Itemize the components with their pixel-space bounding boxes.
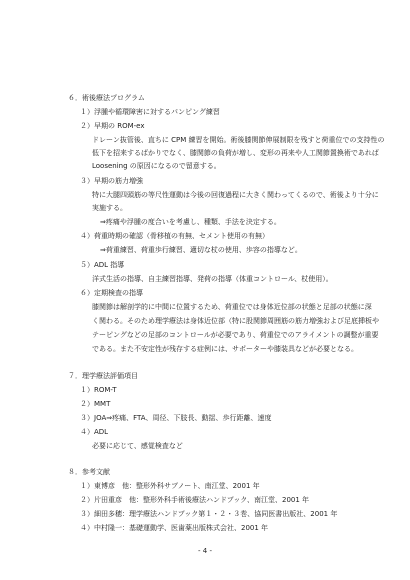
section-8-heading: ８．参考文献: [68, 468, 110, 476]
body-line: 実施する。: [92, 204, 127, 212]
body-line: ドレーン抜管後、直ちに CPM 練習を開始。術後膝関節伸展制限を残すと荷重位での支持性の: [92, 136, 385, 144]
body-line: ⇒疼痛や浮腫の度合いを考慮し、種類、手法を決定する。: [100, 218, 281, 226]
body-line: ⇒荷重練習、荷重歩行練習、適切な杖の使用、歩容の指導など。: [100, 246, 302, 254]
reference-item-3: ３）細田多穂：理学療法ハンドブック第１・２・３巻、協同医書出版社、2001 年: [80, 510, 338, 518]
section-7-item-2: ２）MMT: [80, 400, 111, 408]
section-6-item-2: ２）早期の ROM-ex: [80, 122, 145, 130]
page-number: - 4 -: [198, 547, 212, 555]
section-7-item-3: ３）JOA⇒疼痛、FTA、周径、下肢長、動揺、歩行距離、速度: [80, 414, 272, 422]
section-6-item-3: ３）早期の筋力増強: [80, 177, 143, 185]
section-6-item-1: １）浮腫や循環障害に対するパンピング練習: [80, 108, 220, 116]
reference-item-4: ４）中村隆一：基礎運動学、医歯薬出版株式会社、2001 年: [80, 524, 269, 532]
section-6-heading: ６．術後療法プログラム: [68, 94, 145, 102]
section-6-item-4: ４）荷重時期の確認（骨移植の有無、セメント使用の有無）: [80, 232, 269, 240]
body-line: く関わる。そのため理学療法は身体近位部（特に股関節周囲筋の筋力増強および足底挿板や: [92, 317, 379, 325]
body-line: 洋式生活の指導、自主練習指導、発荷の指導（体重コントロール、杖使用）。: [92, 275, 333, 283]
body-line: テーピングなどの足部のコントロールが必要であり、荷重位でのアライメントの調整が重要: [92, 331, 379, 339]
body-line: 膝関節は解剖学的に中間に位置するため、荷重位では身体近位部の状態と足部の状態に深: [92, 303, 372, 311]
body-line: 低下を招来するばかりでなく、膝関節の負荷が増し、変形の再来や人工関節置換術であれば: [92, 149, 379, 157]
section-7-item-4: ４）ADL: [80, 428, 109, 436]
body-line: Loosening の原因になるので留意する。: [92, 162, 221, 170]
reference-item-1: １）東博彦 他：整形外科サブノート、南江堂、2001 年: [80, 482, 260, 490]
body-line: 必要に応じて、感覚検査など: [92, 442, 183, 450]
body-line: である。また不安定性が残存する症例には、サポーターや膝装具などが必要となる。: [92, 345, 358, 353]
section-6-item-5: ５）ADL 指導: [80, 261, 125, 269]
body-line: 特に大腿四頭筋の等尺性運動は今後の回復過程に大きく関わってくるので、術後より十分に: [92, 191, 379, 199]
section-7-item-1: １）ROM-T: [80, 386, 117, 394]
section-6-item-6: ６）定期検査の指導: [80, 289, 143, 297]
reference-item-2: ２）片田重彦 他：整形外科手術後療法ハンドブック、南江堂、2001 年: [80, 496, 310, 504]
section-7-heading: ７．理学療法評価項目: [68, 372, 138, 380]
